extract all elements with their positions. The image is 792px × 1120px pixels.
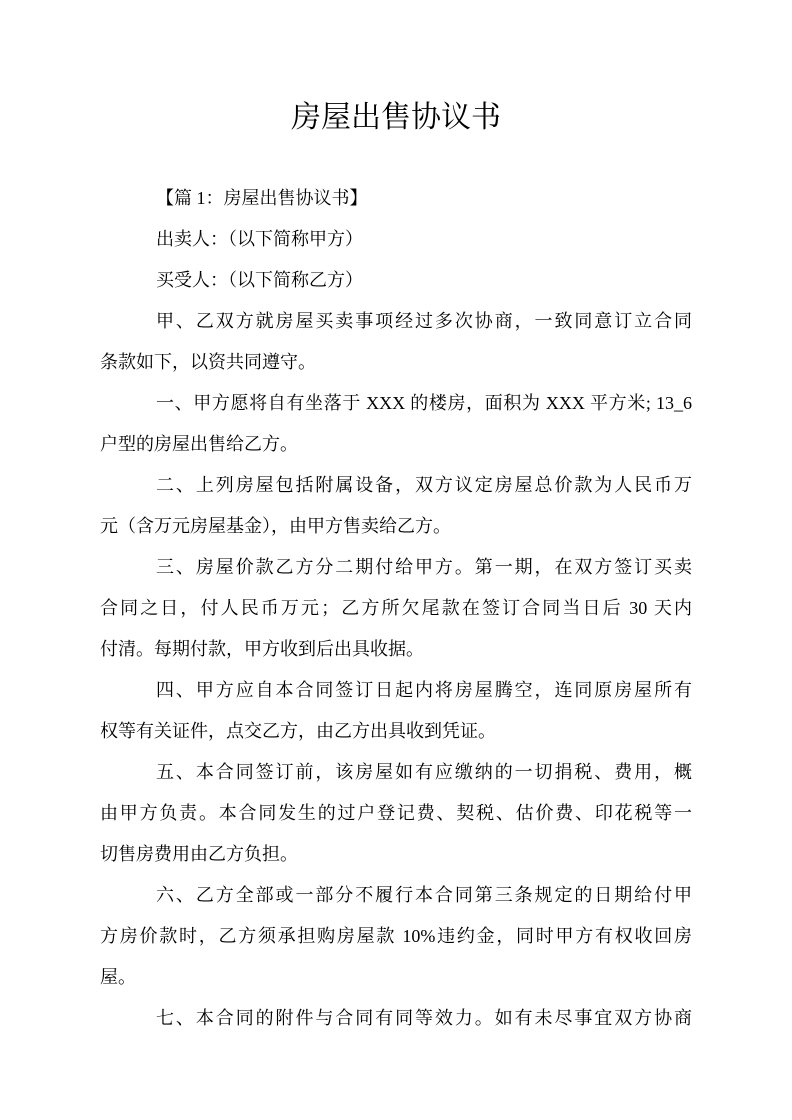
- paragraph: [100, 219, 692, 260]
- paragraph-line: 切售房费用由乙方负担。: [100, 844, 298, 864]
- paragraph-line: 甲、乙双方就房屋买卖事项经过多次协商，一致同意订立合同: [156, 311, 692, 331]
- document-title: 房屋出售协议书: [291, 101, 501, 134]
- paragraph-line: 付清。每期付款，甲方收到后出具收据。: [100, 639, 424, 659]
- paragraph: [100, 465, 692, 547]
- paragraph-line: 六、乙方全部或一部分不履行本合同第三条规定的日期给付甲: [156, 885, 692, 905]
- paragraph-line: 二、上列房屋包括附属设备，双方议定房屋总价款为人民币万: [156, 475, 692, 495]
- paragraph-line: 【篇 1：房屋出售协议书】: [156, 188, 368, 208]
- paragraph: [100, 178, 692, 219]
- paragraph: [100, 260, 692, 301]
- paragraph: [100, 301, 692, 383]
- paragraph-line: 屋。: [100, 967, 136, 987]
- paragraph-line: 买受人：（以下简称乙方）: [156, 270, 363, 290]
- paragraph: [100, 547, 692, 670]
- paragraph: [100, 670, 692, 752]
- paragraph-line: 条款如下，以资共同遵守。: [100, 352, 316, 372]
- paragraph-line: 元（含万元房屋基金），由甲方售卖给乙方。: [100, 516, 451, 536]
- paragraph-line: 七、本合同的附件与合同有同等效力。如有未尽事宜双方协商: [156, 1008, 692, 1028]
- paragraph-line: 四、甲方应自本合同签订日起内将房屋腾空，连同原房屋所有: [156, 680, 692, 700]
- paragraph: [100, 875, 692, 998]
- paragraph-line: 由甲方负责。本合同发生的过户登记费、契税、估价费、印花税等一: [100, 803, 692, 823]
- paragraph-line: 户型的房屋出售给乙方。: [100, 434, 298, 454]
- paragraph: [100, 383, 692, 465]
- paragraph: [100, 998, 692, 1039]
- paragraph-line: 五、本合同签订前，该房屋如有应缴纳的一切捐税、费用，概: [156, 762, 692, 782]
- paragraph-line: 合同之日，付人民币万元；乙方所欠尾款在签订合同当日后 30 天内: [100, 598, 692, 618]
- paragraph-line: 方房价款时，乙方须承担购房屋款 10%违约金，同时甲方有权收回房: [100, 926, 692, 946]
- paragraph-line: 一、甲方愿将自有坐落于 XXX 的楼房，面积为 XXX 平方米; 13_6: [156, 393, 692, 413]
- paragraph: [100, 752, 692, 875]
- document-body: [100, 178, 692, 1039]
- paragraph-line: 权等有关证件，点交乙方，由乙方出具收到凭证。: [100, 721, 496, 741]
- paragraph-line: 三、房屋价款乙方分二期付给甲方。第一期，在双方签订买卖: [156, 557, 692, 577]
- paragraph-line: 出卖人：（以下简称甲方）: [156, 229, 363, 249]
